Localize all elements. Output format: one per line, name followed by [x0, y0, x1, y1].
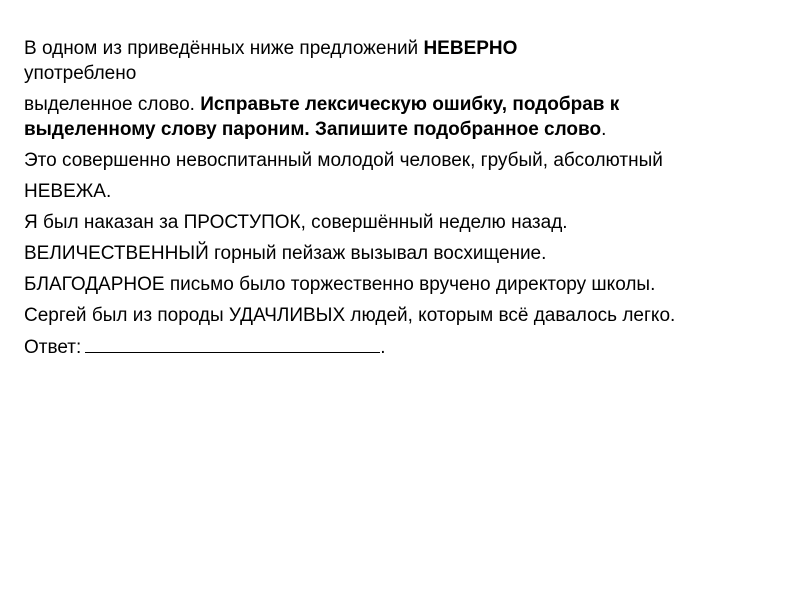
task-intro	[24, 36, 724, 86]
answer-end: .	[380, 337, 386, 358]
answer-label: Ответ:	[24, 337, 82, 358]
task-intro-text: В одном из приведённых ниже предложений	[24, 38, 424, 59]
task-intro-emphasis: НЕВЕРНО	[423, 38, 518, 59]
task-instruction-text: выделенное слово.	[24, 94, 201, 115]
task-intro-text-end: употреблено	[24, 63, 137, 84]
task-instruction-emphasis: Исправьте лексическую ошибку, подобрав к выделенному слову пароним. Запишите подобранное слово	[24, 94, 620, 140]
sentence-2: Я был наказан за ПРОСТУПОК, совершённый неделю назад.	[24, 212, 568, 233]
task-instruction-end: .	[601, 119, 607, 140]
sentence-4: БЛАГОДАРНОЕ письмо было торжественно вручено директору школы.	[24, 274, 656, 295]
sentence-1: Это совершенно невоспитанный молодой человек, грубый, абсолютный	[24, 150, 663, 171]
sentence-3: ВЕЛИЧЕСТВЕННЫЙ горный пейзаж вызывал восхищение.	[24, 243, 547, 264]
task-instruction	[24, 92, 724, 142]
sentence-1-continuation: НЕВЕЖА.	[24, 181, 112, 202]
sentence-5: Сергей был из породы УДАЧЛИВЫХ людей, которым всё давалось легко.	[24, 305, 676, 326]
answer-blank[interactable]	[85, 334, 380, 353]
task-slide	[24, 36, 724, 366]
answer-row	[24, 334, 724, 360]
